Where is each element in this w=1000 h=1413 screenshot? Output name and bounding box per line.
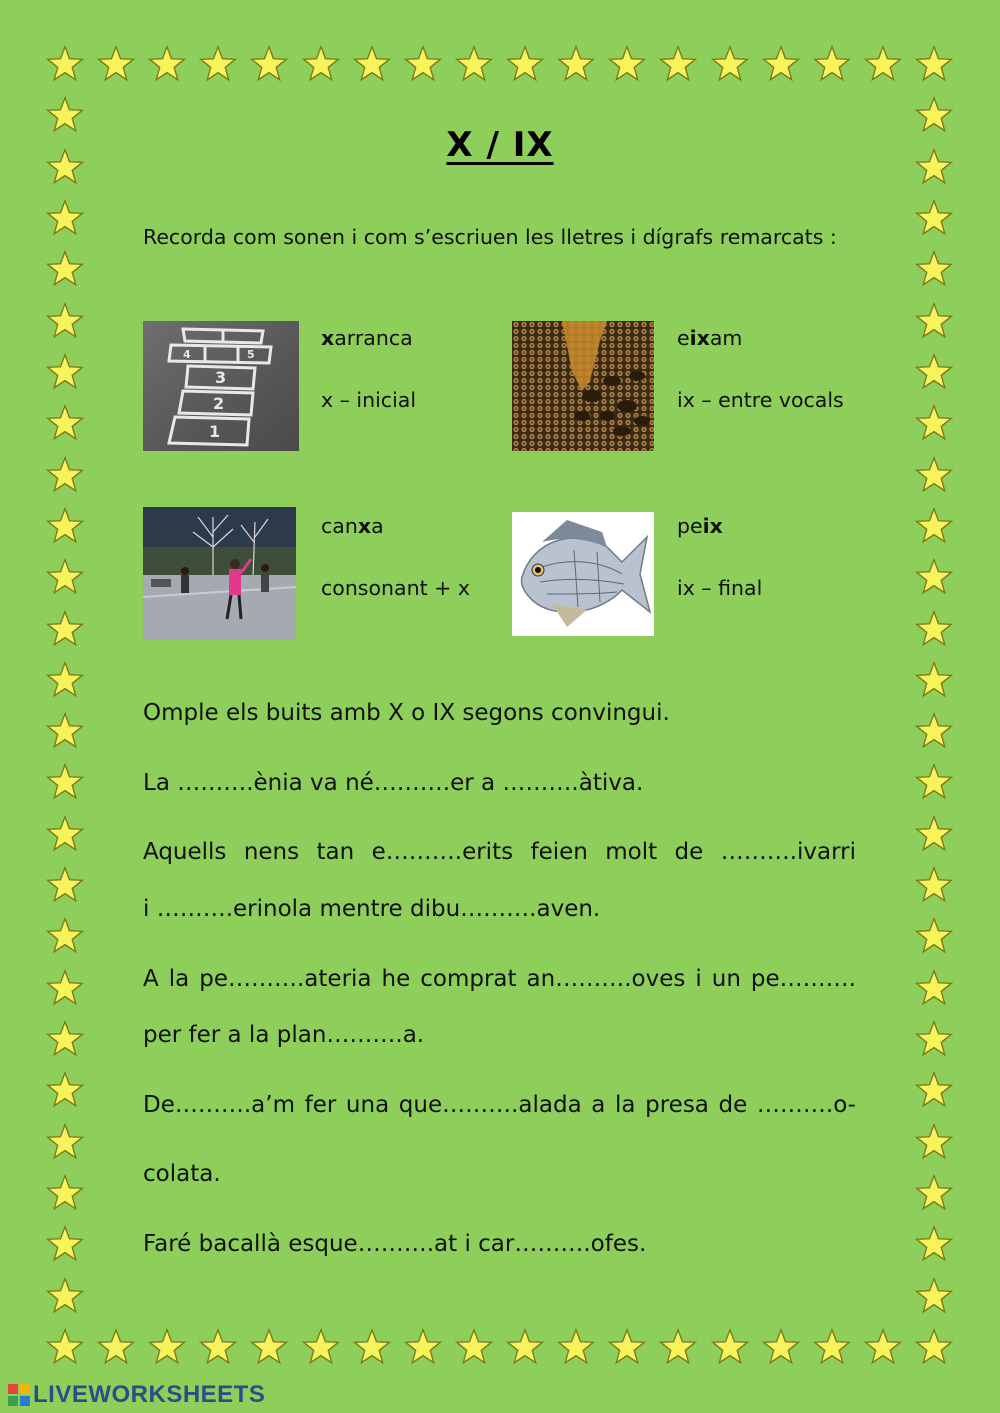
star-icon [657, 1327, 699, 1369]
star-icon [44, 403, 86, 445]
exercise-line-5[interactable]: per fer a la plan……….a. [143, 1022, 425, 1048]
star-icon [44, 865, 86, 907]
star-icon [44, 301, 86, 343]
star-icon [44, 1327, 86, 1369]
star-icon [913, 660, 955, 702]
hopscotch-photo [143, 321, 299, 451]
star-icon [913, 711, 955, 753]
page-title: X / IX [446, 125, 554, 165]
star-icon [44, 609, 86, 651]
star-icon [248, 1327, 290, 1369]
exercise-instruction: Omple els buits amb X o IX segons convingui. [143, 700, 670, 726]
star-icon [44, 1019, 86, 1061]
star-icon [913, 1224, 955, 1266]
star-icon [146, 44, 188, 86]
star-icon [44, 557, 86, 599]
star-icon [913, 506, 955, 548]
star-icon [913, 301, 955, 343]
star-icon [351, 44, 393, 86]
star-icon [95, 1327, 137, 1369]
star-icon [44, 455, 86, 497]
star-icon [44, 44, 86, 86]
star-icon [709, 1327, 751, 1369]
star-icon [913, 1019, 955, 1061]
exercise-line-1[interactable]: La ……….ènia va né……….er a ……….àtiva. [143, 770, 644, 796]
star-icon [913, 403, 955, 445]
exercise-line-8[interactable]: Faré bacallà esque……….at i car……….ofes. [143, 1231, 647, 1257]
star-icon [44, 968, 86, 1010]
star-icon [913, 865, 955, 907]
star-icon [44, 916, 86, 958]
star-icon [44, 1276, 86, 1318]
star-icon [44, 762, 86, 804]
star-icon [913, 198, 955, 240]
star-icon [453, 1327, 495, 1369]
example-rule-between-vowels: ix – entre vocals [677, 388, 844, 412]
fish-illustration [512, 512, 654, 636]
star-icon [197, 44, 239, 86]
star-icon [197, 1327, 239, 1369]
star-icon [555, 1327, 597, 1369]
star-icon [913, 249, 955, 291]
exercise-line-6[interactable]: De……….a’m fer una que……….alada a la presa de ……….o- [143, 1092, 856, 1118]
honeycomb-bees-photo [512, 321, 654, 451]
star-icon [913, 1070, 955, 1112]
star-icon [44, 1070, 86, 1112]
star-icon [811, 44, 853, 86]
exercise-line-7[interactable]: colata. [143, 1161, 221, 1187]
star-icon [760, 1327, 802, 1369]
star-icon [709, 44, 751, 86]
example-word-peix: peix [677, 514, 723, 538]
footer-brand[interactable] [8, 1380, 265, 1410]
star-icon [913, 814, 955, 856]
star-icon [913, 1122, 955, 1164]
star-icon [44, 814, 86, 856]
star-icon [95, 44, 137, 86]
star-icon [555, 44, 597, 86]
star-icon [44, 660, 86, 702]
star-icon [504, 1327, 546, 1369]
schoolyard-kids-photo [143, 507, 296, 640]
star-icon [44, 352, 86, 394]
example-rule-initial: x – inicial [321, 388, 417, 412]
exercise-line-2[interactable]: Aquells nens tan e……….erits feien molt de ……….ivarri [143, 839, 856, 865]
star-icon [913, 557, 955, 599]
star-icon [862, 44, 904, 86]
exercise-line-4[interactable]: A la pe……….ateria he comprat an……….oves i un pe………. [143, 966, 856, 992]
example-word-xarranca: xarranca [321, 326, 413, 350]
star-icon [44, 198, 86, 240]
star-icon [913, 609, 955, 651]
star-icon [760, 44, 802, 86]
star-icon [44, 711, 86, 753]
example-rule-consonant: consonant + x [321, 576, 470, 600]
brand-name: LIVEWORKSHEETS [33, 1381, 266, 1408]
example-rule-final: ix – final [677, 576, 763, 600]
star-icon [862, 1327, 904, 1369]
star-icon [146, 1327, 188, 1369]
star-icon [811, 1327, 853, 1369]
svg-text:5: 5 [247, 348, 255, 361]
star-icon [913, 1173, 955, 1215]
star-icon [44, 1224, 86, 1266]
star-icon [402, 1327, 444, 1369]
star-icon [606, 44, 648, 86]
star-icon [300, 44, 342, 86]
star-icon [351, 1327, 393, 1369]
star-icon [402, 44, 444, 86]
liveworksheets-logo-icon [8, 1384, 30, 1406]
svg-text:2: 2 [213, 394, 225, 413]
star-icon [300, 1327, 342, 1369]
star-icon [913, 762, 955, 804]
svg-text:4: 4 [183, 348, 191, 361]
svg-text:1: 1 [209, 422, 221, 441]
star-icon [913, 916, 955, 958]
star-icon [913, 352, 955, 394]
star-icon [504, 44, 546, 86]
intro-text: Recorda com sonen i com s’escriuen les lletres i dígrafs remarcats : [143, 225, 837, 249]
star-icon [44, 1173, 86, 1215]
example-word-canxa: canxa [321, 514, 384, 538]
star-icon [913, 968, 955, 1010]
star-icon [44, 1122, 86, 1164]
svg-text:3: 3 [215, 368, 227, 387]
star-icon [606, 1327, 648, 1369]
star-icon [913, 455, 955, 497]
star-icon [44, 506, 86, 548]
star-icon [913, 1327, 955, 1369]
star-icon [913, 1276, 955, 1318]
star-icon [248, 44, 290, 86]
example-word-eixam: eixam [677, 326, 743, 350]
exercise-line-3[interactable]: i ……….erinola mentre dibu……….aven. [143, 896, 601, 922]
star-icon [44, 249, 86, 291]
star-icon [453, 44, 495, 86]
star-icon [657, 44, 699, 86]
star-icon [913, 44, 955, 86]
